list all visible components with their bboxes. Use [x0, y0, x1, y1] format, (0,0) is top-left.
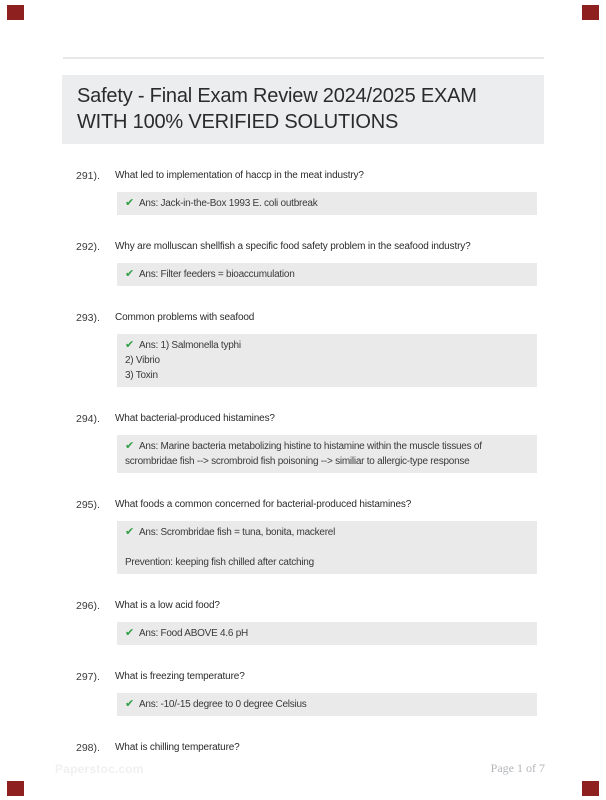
question-body	[115, 311, 545, 387]
question-row	[76, 240, 545, 286]
answer-line	[125, 540, 529, 555]
question-body	[115, 670, 545, 716]
answer-line	[125, 266, 529, 282]
answer-box	[117, 521, 537, 574]
question-row	[76, 412, 545, 473]
qa-item	[76, 670, 545, 716]
question-body	[115, 498, 545, 574]
checkmark-icon: ✔	[125, 439, 134, 452]
answer-line: 3) Toxin	[125, 370, 158, 381]
checkmark-icon: ✔	[125, 525, 134, 538]
qa-list	[76, 169, 545, 755]
answer-box	[117, 435, 537, 473]
answer-text: Ans: -10/-15 degree to 0 degree Celsius	[138, 699, 307, 710]
question-number: 292).	[76, 241, 100, 253]
page-indicator: Page 1 of 7	[490, 761, 545, 775]
answer-text: Ans: Food ABOVE 4.6 pH	[138, 628, 248, 639]
answer-text: Ans: Filter feeders = bioaccumulation	[138, 269, 295, 280]
question-text: What is chilling temperature?	[115, 742, 240, 753]
corner-mark-bottom-right	[582, 781, 599, 796]
question-text: What is freezing temperature?	[115, 671, 245, 682]
qa-item	[76, 599, 545, 645]
question-row	[76, 169, 545, 215]
question-number: 297).	[76, 671, 100, 683]
answer-line: Prevention: keeping fish chilled after catching	[125, 557, 314, 568]
question-body	[115, 741, 545, 755]
answer-line	[125, 524, 529, 540]
question-row	[76, 741, 545, 755]
question-row	[76, 670, 545, 716]
answer-text: Ans: 1) Salmonella typhi	[138, 340, 241, 351]
question-number: 294).	[76, 413, 100, 425]
question-body	[115, 240, 545, 286]
answer-box	[117, 334, 537, 387]
question-row	[76, 498, 545, 574]
question-number: 298).	[76, 742, 100, 754]
question-number: 293).	[76, 312, 100, 324]
question-row	[76, 599, 545, 645]
qa-item	[76, 412, 545, 473]
answer-box	[117, 263, 537, 286]
answer-line	[125, 337, 529, 353]
checkmark-icon: ✔	[125, 338, 134, 351]
checkmark-icon: ✔	[125, 626, 134, 639]
answer-box	[117, 622, 537, 645]
answer-line	[125, 195, 529, 211]
question-text: Why are molluscan shellfish a specific food safety problem in the seafood industry?	[115, 241, 471, 252]
qa-item	[76, 311, 545, 387]
qa-item	[76, 498, 545, 574]
question-text: What bacterial-produced histamines?	[115, 413, 275, 424]
answer-line	[125, 696, 529, 712]
question-row	[76, 311, 545, 387]
question-text: Common problems with seafood	[115, 312, 255, 323]
corner-mark-bottom-left	[7, 781, 24, 796]
answer-text: Ans: Scrombridae fish = tuna, bonita, mackerel	[138, 527, 336, 538]
top-divider	[63, 57, 544, 59]
corner-mark-top-left	[7, 5, 24, 20]
answer-line	[125, 438, 529, 469]
answer-text: Ans: Jack-in-the-Box 1993 E. coli outbreak	[138, 198, 318, 209]
qa-item	[76, 741, 545, 755]
question-number: 296).	[76, 600, 100, 612]
checkmark-icon: ✔	[125, 196, 134, 209]
question-body	[115, 412, 545, 473]
answer-line	[125, 625, 529, 641]
answer-text: Ans: Marine bacteria metabolizing histine to histamine within the muscle tissues of scrombridae fish --> scrombroid fish poisoning --> similiar to allergic-type response	[125, 441, 482, 467]
question-text: What foods a common concerned for bacterial-produced histamines?	[115, 499, 412, 510]
question-body	[115, 169, 545, 215]
answer-box	[117, 693, 537, 716]
qa-item	[76, 169, 545, 215]
question-text: What led to implementation of haccp in the meat industry?	[115, 170, 364, 181]
watermark: Paperstoc.com	[55, 762, 144, 776]
checkmark-icon: ✔	[125, 697, 134, 710]
question-number: 291).	[76, 170, 100, 182]
qa-item	[76, 240, 545, 286]
question-number: 295).	[76, 499, 100, 511]
checkmark-icon: ✔	[125, 267, 134, 280]
answer-box	[117, 192, 537, 215]
document-title-block	[62, 75, 544, 144]
question-text: What is a low acid food?	[115, 600, 220, 611]
question-body	[115, 599, 545, 645]
document-title: Safety - Final Exam Review 2024/2025 EXAM WITH 100% VERIFIED SOLUTIONS	[77, 85, 477, 133]
corner-mark-top-right	[582, 5, 599, 20]
answer-line: 2) Vibrio	[125, 355, 160, 366]
